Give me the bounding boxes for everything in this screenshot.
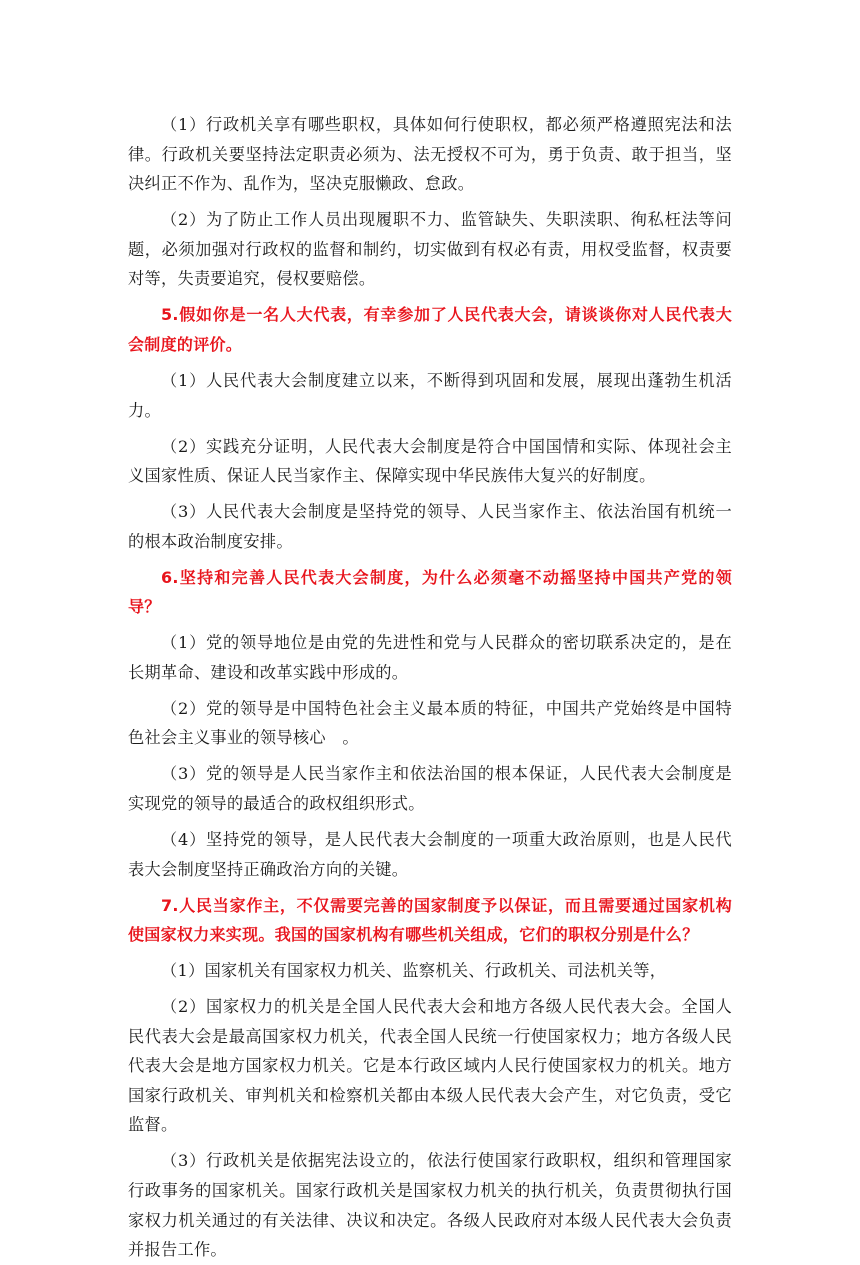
answer-paragraph: （1）党的领导地位是由党的先进性和党与人民群众的密切联系决定的，是在长期革命、建设和改革实践中形成的。 xyxy=(128,633,732,682)
answer-paragraph: （2）实践充分证明，人民代表大会制度是符合中国国情和实际、体现社会主义国家性质、保证人民当家作主、保障实现中华民族伟大复兴的好制度。 xyxy=(128,436,732,486)
question-heading: 5.假如你是一名人大代表，有幸参加了人民代表大会，请谈谈你对人民代表大会制度的评价。 xyxy=(128,305,732,354)
answer-paragraph: （3）党的领导是人民当家作主和依法治国的根本保证，人民代表大会制度是实现党的领导的最适合的政权组织形式。 xyxy=(128,764,732,813)
answer-paragraph: （2）党的领导是中国特色社会主义最本质的特征，中国共产党始终是中国特色社会主义事业的领导核心 。 xyxy=(128,698,732,748)
answer-paragraph: （1）国家机关有国家权力机关、监察机关、行政机关、司法机关等， xyxy=(161,961,667,981)
answer-paragraph: （1）人民代表大会制度建立以来，不断得到巩固和发展，展现出蓬勃生机活力。 xyxy=(128,370,732,420)
question-heading: 7.人民当家作主，不仅需要完善的国家制度予以保证，而且需要通过国家机构使国家权力来实现。我国的国家机构有哪些机关组成，它们的职权分别是什么？ xyxy=(128,895,732,945)
answer-paragraph: （1）行政机关享有哪些职权，具体如何行使职权，都必须严格遵照宪法和法律。行政机关要坚持法定职责必须为、法无授权不可为，勇于负责、敢于担当，坚决纠正不作为、乱作为，坚决克服懒政、怠政。 xyxy=(128,115,732,194)
answer-paragraph: （2）为了防止工作人员出现履职不力、监管缺失、失职渎职、徇私枉法等问题，必须加强对行政权的监督和制约，切实做到有权必有责，用权受监督，权责要对等，失责要追究，侵权要赔偿。 xyxy=(128,210,732,289)
question-heading: 6.坚持和完善人民代表大会制度，为什么必须毫不动摇坚持中国共产党的领导？ xyxy=(128,567,732,617)
answer-paragraph: （4）坚持党的领导，是人民代表大会制度的一项重大政治原则，也是人民代表大会制度坚持正确政治方向的关键。 xyxy=(128,829,732,879)
answer-paragraph: （3）人民代表大会制度是坚持党的领导、人民当家作主、依法治国有机统一的根本政治制度安排。 xyxy=(128,502,732,551)
answer-paragraph: （2）国家权力的机关是全国人民代表大会和地方各级人民代表大会。全国人民代表大会是最高国家权力机关，代表全国人民统一行使国家权力；地方各级人民代表大会是地方国家权力机关。它是本行政区域内人民行使国家权力的机关。地方国家行政机关、审判机关和检察机关都由本级人民代表大会产生，对它负责，受它监督。 xyxy=(128,997,732,1135)
answer-paragraph: （3）行政机关是依据宪法设立的，依法行使国家行政职权，组织和管理国家行政事务的国家机关。国家行政机关是国家权力机关的执行机关，负责贯彻执行国家权力机关通过的有关法律、决议和决定。各级人民政府对本级人民代表大会负责并报告工作。 xyxy=(128,1151,732,1260)
